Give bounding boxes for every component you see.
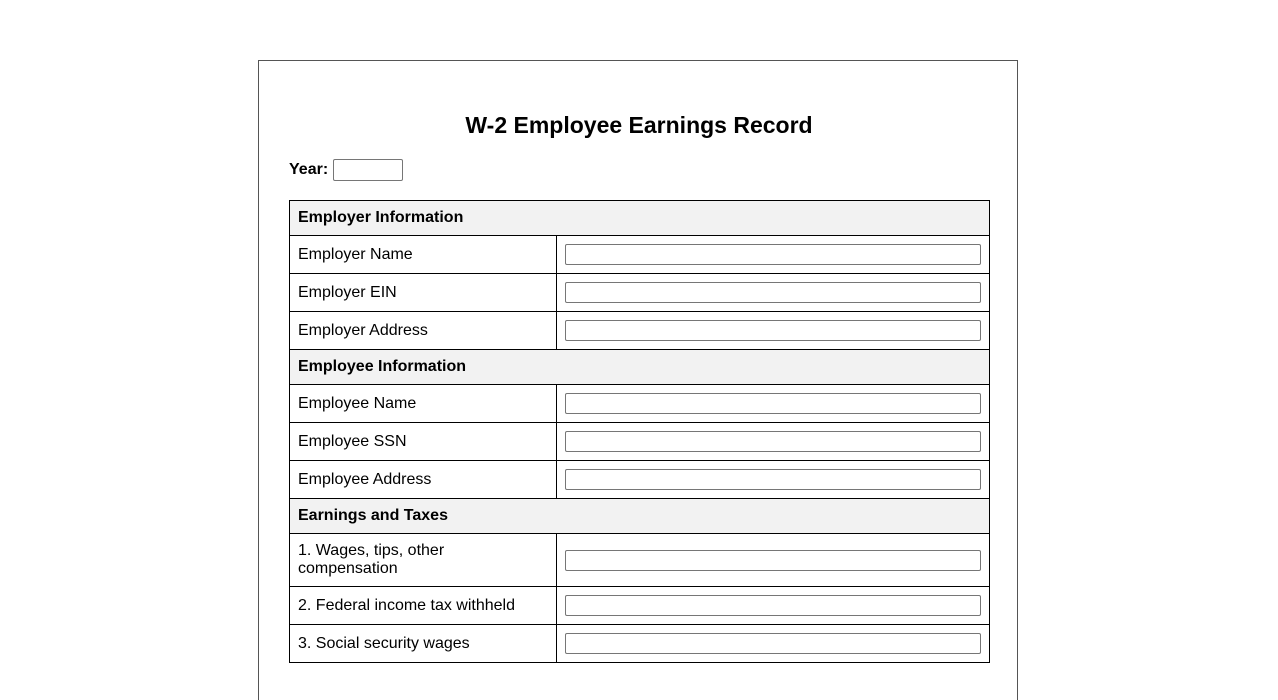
employee-ssn-label: Employee SSN: [290, 423, 557, 461]
form-title: W-2 Employee Earnings Record: [465, 112, 813, 138]
section-header-earnings: [290, 499, 990, 534]
table-row: [290, 274, 990, 312]
w2-table: [289, 200, 990, 663]
table-row: [290, 625, 990, 663]
table-row: [290, 587, 990, 625]
federal-tax-label: 2. Federal income tax withheld: [290, 587, 557, 625]
field-cell: [557, 312, 990, 350]
table-row: [290, 385, 990, 423]
employee-ssn-input[interactable]: [565, 431, 981, 452]
employee-name-label: Employee Name: [290, 385, 557, 423]
table-row: [290, 534, 990, 587]
table-row: [290, 312, 990, 350]
field-cell: [557, 274, 990, 312]
employee-name-input[interactable]: [565, 393, 981, 414]
field-cell: [557, 423, 990, 461]
employer-address-label: Employer Address: [290, 312, 557, 350]
section-title: Employee Information: [290, 350, 990, 385]
year-label: Year:: [289, 161, 329, 178]
wages-label: 1. Wages, tips, other compensation: [290, 534, 557, 587]
employer-address-input[interactable]: [565, 320, 981, 341]
employer-ein-label: Employer EIN: [290, 274, 557, 312]
field-cell: [557, 625, 990, 663]
federal-tax-input[interactable]: [565, 595, 981, 616]
field-cell: [557, 461, 990, 499]
field-cell: [557, 534, 990, 587]
table-row: [290, 461, 990, 499]
table-row: [290, 236, 990, 274]
field-cell: [557, 385, 990, 423]
employer-name-input[interactable]: [565, 244, 981, 265]
year-input[interactable]: [333, 159, 403, 181]
ss-wages-input[interactable]: [565, 633, 981, 654]
wages-input[interactable]: [565, 550, 981, 571]
section-header-employee: [290, 350, 990, 385]
field-cell: [557, 236, 990, 274]
year-row: [289, 159, 403, 181]
employer-ein-input[interactable]: [565, 282, 981, 303]
employer-name-label: Employer Name: [290, 236, 557, 274]
employee-address-label: Employee Address: [290, 461, 557, 499]
section-title: Earnings and Taxes: [290, 499, 990, 534]
employee-address-input[interactable]: [565, 469, 981, 490]
w2-form: [258, 60, 1018, 700]
table-row: [290, 423, 990, 461]
ss-wages-label: 3. Social security wages: [290, 625, 557, 663]
section-header-employer: [290, 201, 990, 236]
field-cell: [557, 587, 990, 625]
section-title: Employer Information: [290, 201, 990, 236]
